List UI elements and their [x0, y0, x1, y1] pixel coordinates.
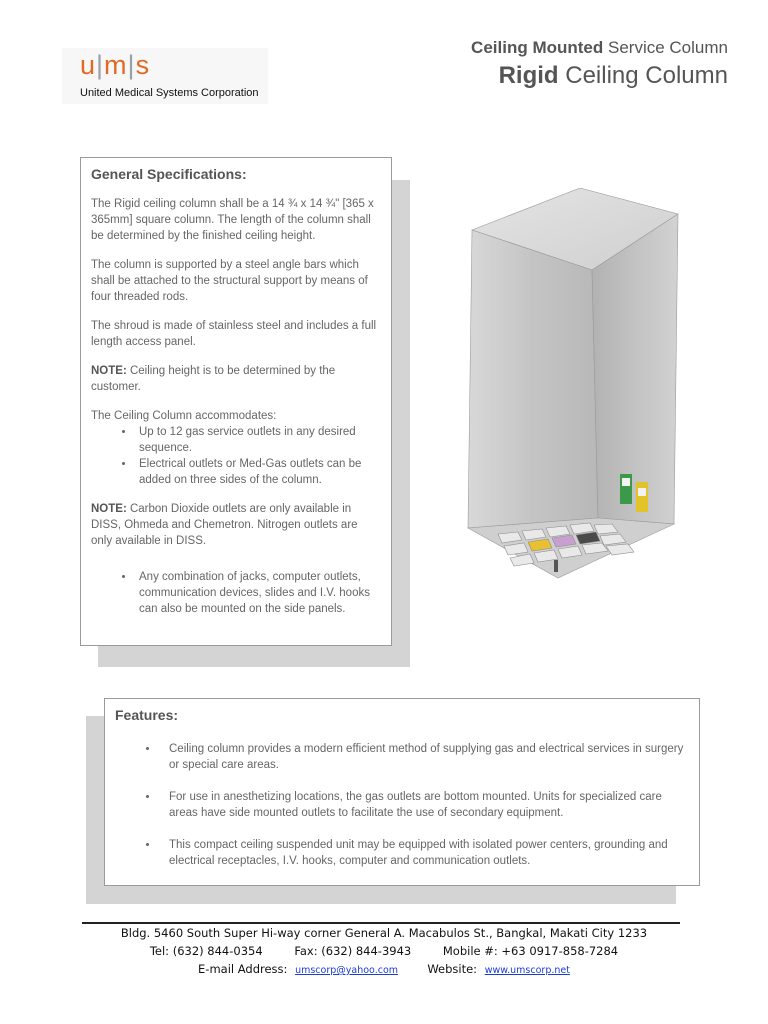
spec-paragraph-dimensions: The Rigid ceiling column shall be a 14 ¾ x 14 ¾" [365 x 365mm] square column. The length of the column shall be determined by the finished ceiling height.: [91, 198, 374, 242]
spec-paragraph-shroud: The shroud is made of stainless steel and includes a full length access panel.: [91, 320, 377, 348]
spec-note-ceiling: [91, 363, 379, 395]
logo-letter-m: m: [104, 50, 128, 80]
note-label: NOTE:: [91, 365, 127, 377]
company-logo: [62, 48, 268, 104]
document-title: [499, 62, 728, 90]
features-heading: Features:: [115, 707, 179, 723]
subtitle-rest: Service Column: [608, 38, 728, 57]
list-item: • For use in anesthetizing locations, the gas outlets are bottom mounted. Units for specialized care areas have side mounted outlets to facilitate the use of secondary equipment.: [159, 789, 685, 821]
note-text: Carbon Dioxide outlets are only available in DISS, Ohmeda and Chemetron. Nitrogen outlets are only available in DISS.: [91, 503, 358, 547]
footer-tel: Tel: (632) 844-0354: [149, 944, 263, 958]
logo-letter-s: s: [135, 50, 151, 80]
spec-accommodates: The Ceiling Column accommodates:: [91, 410, 277, 422]
accommodates-list: [91, 424, 379, 488]
features-list: [115, 741, 685, 869]
title-rest: Ceiling Column: [565, 62, 728, 89]
document-subtitle: [471, 38, 728, 58]
spec-paragraph-support: The column is supported by a steel angle bars which shall be attached to the structural support by means of four threaded rods.: [91, 259, 368, 303]
spec-heading: General Specifications:: [91, 166, 247, 182]
website-link[interactable]: www.umscorp.net: [484, 965, 570, 976]
email-link[interactable]: umscorp@yahoo.com: [295, 965, 399, 976]
website-label: Website:: [427, 962, 478, 976]
footer-contacts: [60, 944, 708, 958]
company-name: United Medical Systems Corporation: [80, 87, 259, 99]
side-panel-list: [91, 569, 379, 617]
email-label: E-mail Address:: [198, 962, 288, 976]
footer-address: Bldg. 5460 South Super Hi-way corner General A. Macabulos St., Bangkal, Makati City 1233: [120, 926, 648, 940]
footer-fax: Fax: (632) 844-3943: [294, 944, 412, 958]
general-specifications-panel: [80, 157, 392, 646]
subtitle-bold: Ceiling Mounted: [471, 38, 604, 57]
spec-note-outlets: [91, 501, 379, 549]
logo-separator: |: [96, 50, 105, 80]
footer-divider: [82, 922, 680, 924]
logo-mark: [80, 50, 150, 81]
features-panel: [104, 698, 700, 886]
note-text: Ceiling height is to be determined by the customer.: [91, 365, 336, 393]
list-item: • Any combination of jacks, computer outlets, communication devices, slides and I.V. hooks can also be mounted on the side panels.: [135, 569, 379, 617]
logo-letter-u: u: [80, 50, 97, 80]
footer-online: [60, 962, 708, 976]
footer-mobile: Mobile #: +63 0917-858-7284: [442, 944, 619, 958]
list-item: • This compact ceiling suspended unit may be equipped with isolated power centers, grounding and electrical receptacles, I.V. hooks, computer and communication outlets.: [159, 837, 685, 869]
logo-separator: |: [127, 50, 136, 80]
list-item: • Electrical outlets or Med-Gas outlets can be added on three sides of the column.: [135, 456, 379, 488]
ceiling-column-product-image: [462, 188, 688, 580]
list-item: • Ceiling column provides a modern efficient method of supplying gas and electrical services in surgery or special care areas.: [159, 741, 685, 773]
list-item: • Up to 12 gas service outlets in any desired sequence.: [135, 424, 379, 456]
title-bold: Rigid: [498, 62, 559, 89]
note-label: NOTE:: [91, 503, 127, 515]
